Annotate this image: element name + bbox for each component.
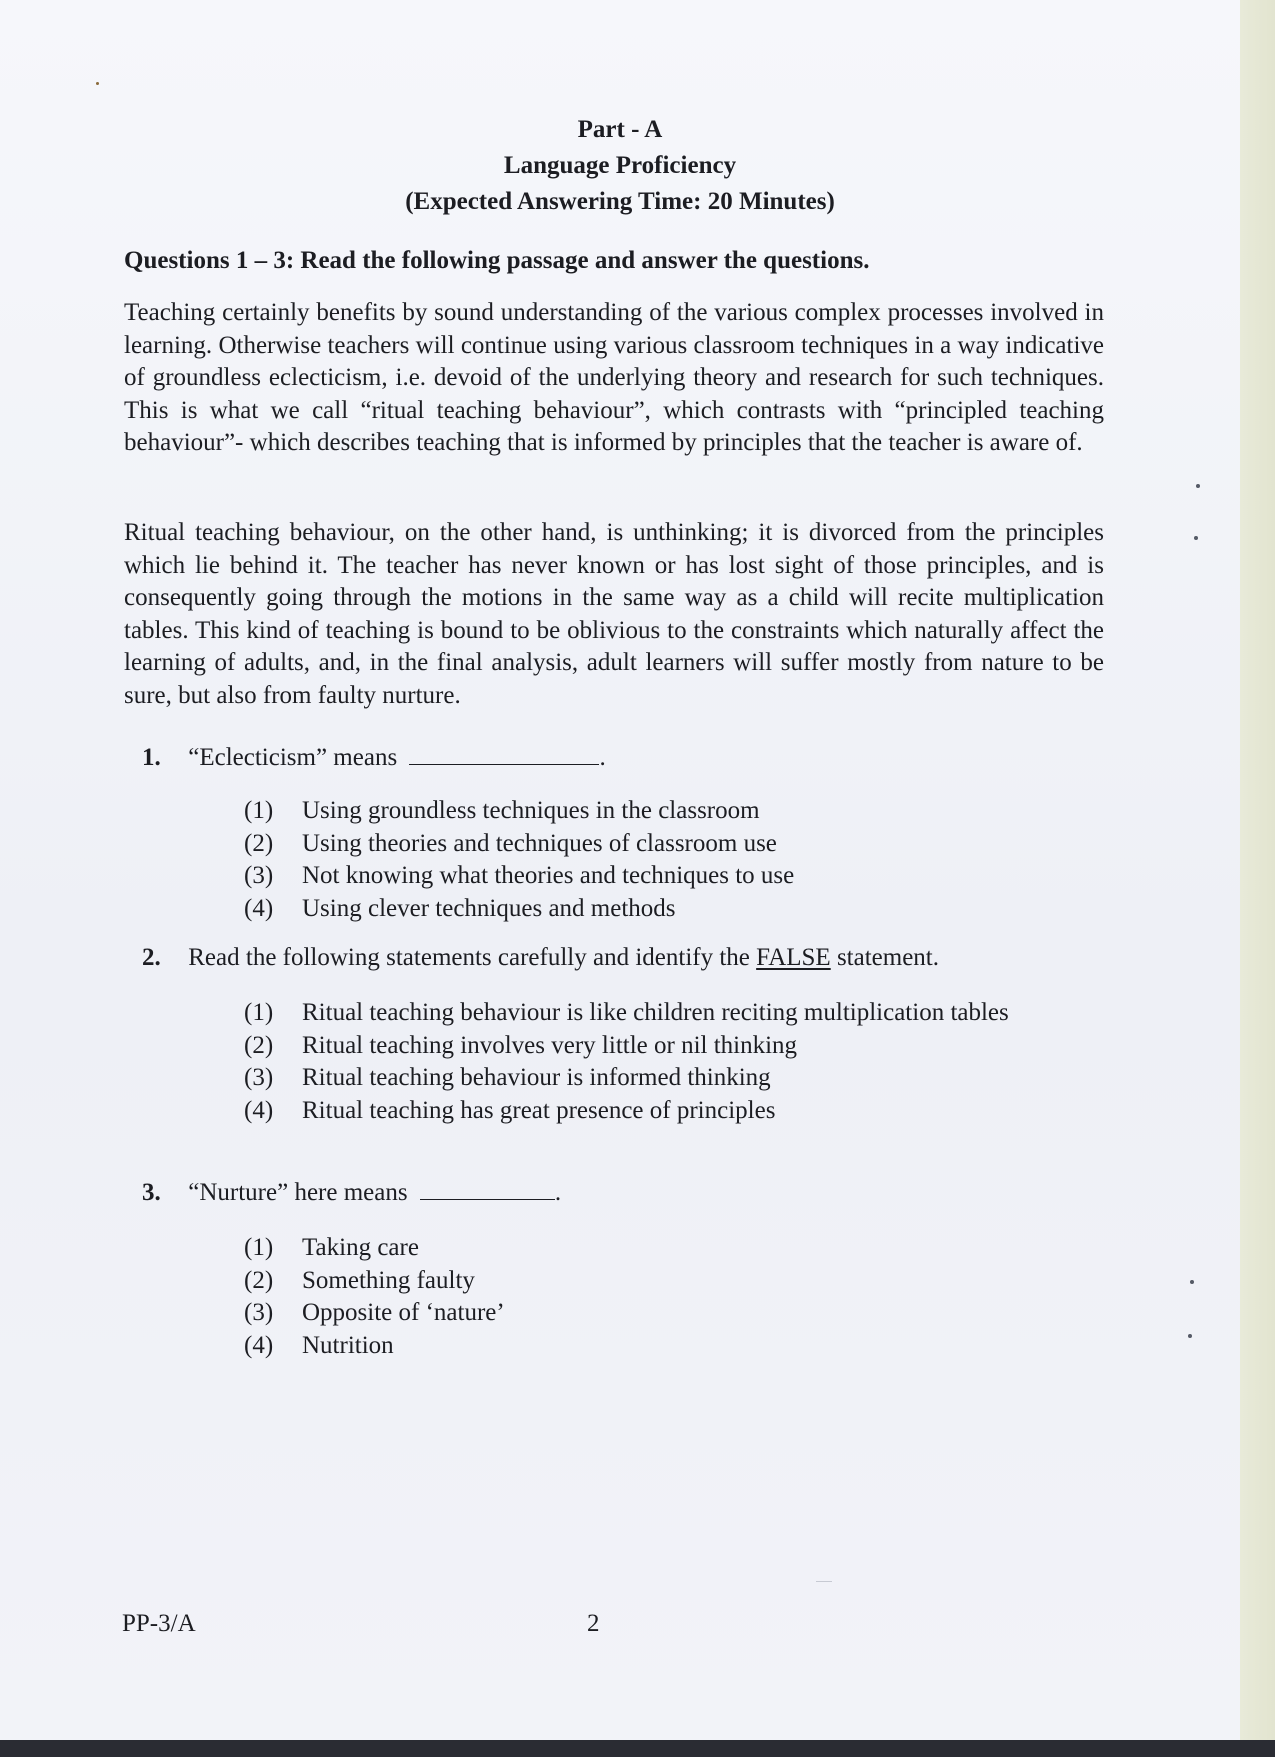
question-text-after: statement. bbox=[830, 944, 940, 971]
question-2-options bbox=[244, 997, 1074, 1127]
page-number: 2 bbox=[587, 1610, 600, 1637]
option-text: Ritual teaching involves very little or nil thinking bbox=[302, 1031, 798, 1059]
answer-blank bbox=[420, 1175, 555, 1200]
question-1 bbox=[142, 740, 606, 774]
question-2 bbox=[142, 942, 939, 974]
option-number: (3) bbox=[244, 1064, 274, 1091]
option-number: (1) bbox=[244, 797, 274, 824]
option-number: (4) bbox=[244, 1331, 274, 1359]
scan-speck bbox=[1188, 1334, 1192, 1338]
section-heading: Language Proficiency bbox=[503, 152, 737, 179]
option-text: Ritual teaching behaviour is informed thinking bbox=[302, 1064, 771, 1091]
scan-speck bbox=[1190, 1280, 1194, 1284]
scan-speck bbox=[96, 82, 99, 85]
answer-blank bbox=[409, 740, 599, 765]
option bbox=[244, 1095, 1074, 1128]
option-number: (3) bbox=[244, 862, 274, 889]
option-number: (1) bbox=[244, 1234, 274, 1261]
option-text: Using groundless techniques in the classroom bbox=[302, 797, 760, 824]
option-number: (3) bbox=[244, 1299, 274, 1326]
question-number: 1. bbox=[142, 744, 161, 771]
question-text: “Nurture” here means bbox=[188, 1179, 408, 1206]
page-edge-right bbox=[1240, 0, 1275, 1757]
option bbox=[244, 1330, 1074, 1363]
questions-instruction: Questions 1 – 3: Read the following passage and answer the questions. bbox=[124, 247, 870, 274]
option-number: (2) bbox=[244, 829, 274, 857]
option-text: Using clever techniques and methods bbox=[302, 894, 676, 922]
option bbox=[244, 1030, 1074, 1063]
paper-code: PP-3/A bbox=[122, 1610, 196, 1637]
option-text: Ritual teaching has great presence of principles bbox=[302, 1096, 776, 1124]
page-edge-bottom bbox=[0, 1740, 1275, 1757]
option bbox=[244, 828, 1074, 861]
option-number: (2) bbox=[244, 1031, 274, 1059]
option bbox=[244, 997, 1074, 1030]
option-text: Nutrition bbox=[302, 1331, 394, 1359]
option bbox=[244, 893, 1074, 926]
option-number: (4) bbox=[244, 1096, 274, 1124]
scan-mark bbox=[816, 1581, 832, 1582]
passage-paragraph-1: Teaching certainly benefits by sound understanding of the various complex processes involved in learning. Otherwise teachers will continue using various classroom techniques in a way indicative of groundless eclecticism, i.e. devoid of the underlying theory and research for such techniques. This is what we call “ritual teaching behaviour”, which contrasts with “principled teaching behaviour”- which describes teaching that is informed by principles that the teacher is aware of. bbox=[124, 299, 1104, 456]
page-header bbox=[0, 112, 1240, 220]
option-number: (2) bbox=[244, 1266, 274, 1294]
option-text: Using theories and techniques of classroom use bbox=[302, 829, 777, 857]
question-text-before: Read the following statements carefully and identify the bbox=[188, 944, 757, 971]
question-text-emphasis: FALSE bbox=[756, 944, 831, 971]
option-number: (4) bbox=[244, 894, 274, 922]
option bbox=[244, 795, 1074, 828]
option-text: Taking care bbox=[302, 1234, 419, 1261]
option-number: (1) bbox=[244, 999, 274, 1026]
option-text: Ritual teaching behaviour is like children reciting multiplication tables bbox=[302, 999, 1009, 1026]
option bbox=[244, 1232, 1074, 1265]
scan-speck bbox=[1194, 536, 1198, 540]
question-3-options bbox=[244, 1232, 1074, 1362]
time-heading: (Expected Answering Time: 20 Minutes) bbox=[405, 188, 835, 215]
question-text: “Eclecticism” means bbox=[188, 744, 398, 771]
question-number: 2. bbox=[142, 944, 161, 971]
option bbox=[244, 860, 1074, 893]
option bbox=[244, 1062, 1074, 1095]
part-heading: Part - A bbox=[577, 116, 663, 143]
option bbox=[244, 1297, 1074, 1330]
option-text: Something faulty bbox=[302, 1266, 475, 1294]
question-suffix: . bbox=[599, 744, 606, 771]
question-3 bbox=[142, 1175, 561, 1209]
option-text: Opposite of ‘nature’ bbox=[302, 1299, 505, 1326]
question-number: 3. bbox=[142, 1179, 161, 1206]
question-1-options bbox=[244, 795, 1074, 925]
option-text: Not knowing what theories and techniques to use bbox=[302, 862, 795, 889]
scan-speck bbox=[1196, 484, 1200, 488]
question-suffix: . bbox=[554, 1179, 562, 1206]
option bbox=[244, 1265, 1074, 1298]
passage-paragraph-2: Ritual teaching behaviour, on the other hand, is unthinking; it is divorced from the principles which lie behind it. The teacher has never known or has lost sight of those principles, and is consequently going through the motions in the same way as a child will recite multiplication tables. This kind of teaching is bound to be oblivious to the constraints which naturally affect the learning of adults, and, in the final analysis, adult learners will suffer mostly from nature to be sure, but also from faulty nurture. bbox=[124, 519, 1104, 709]
